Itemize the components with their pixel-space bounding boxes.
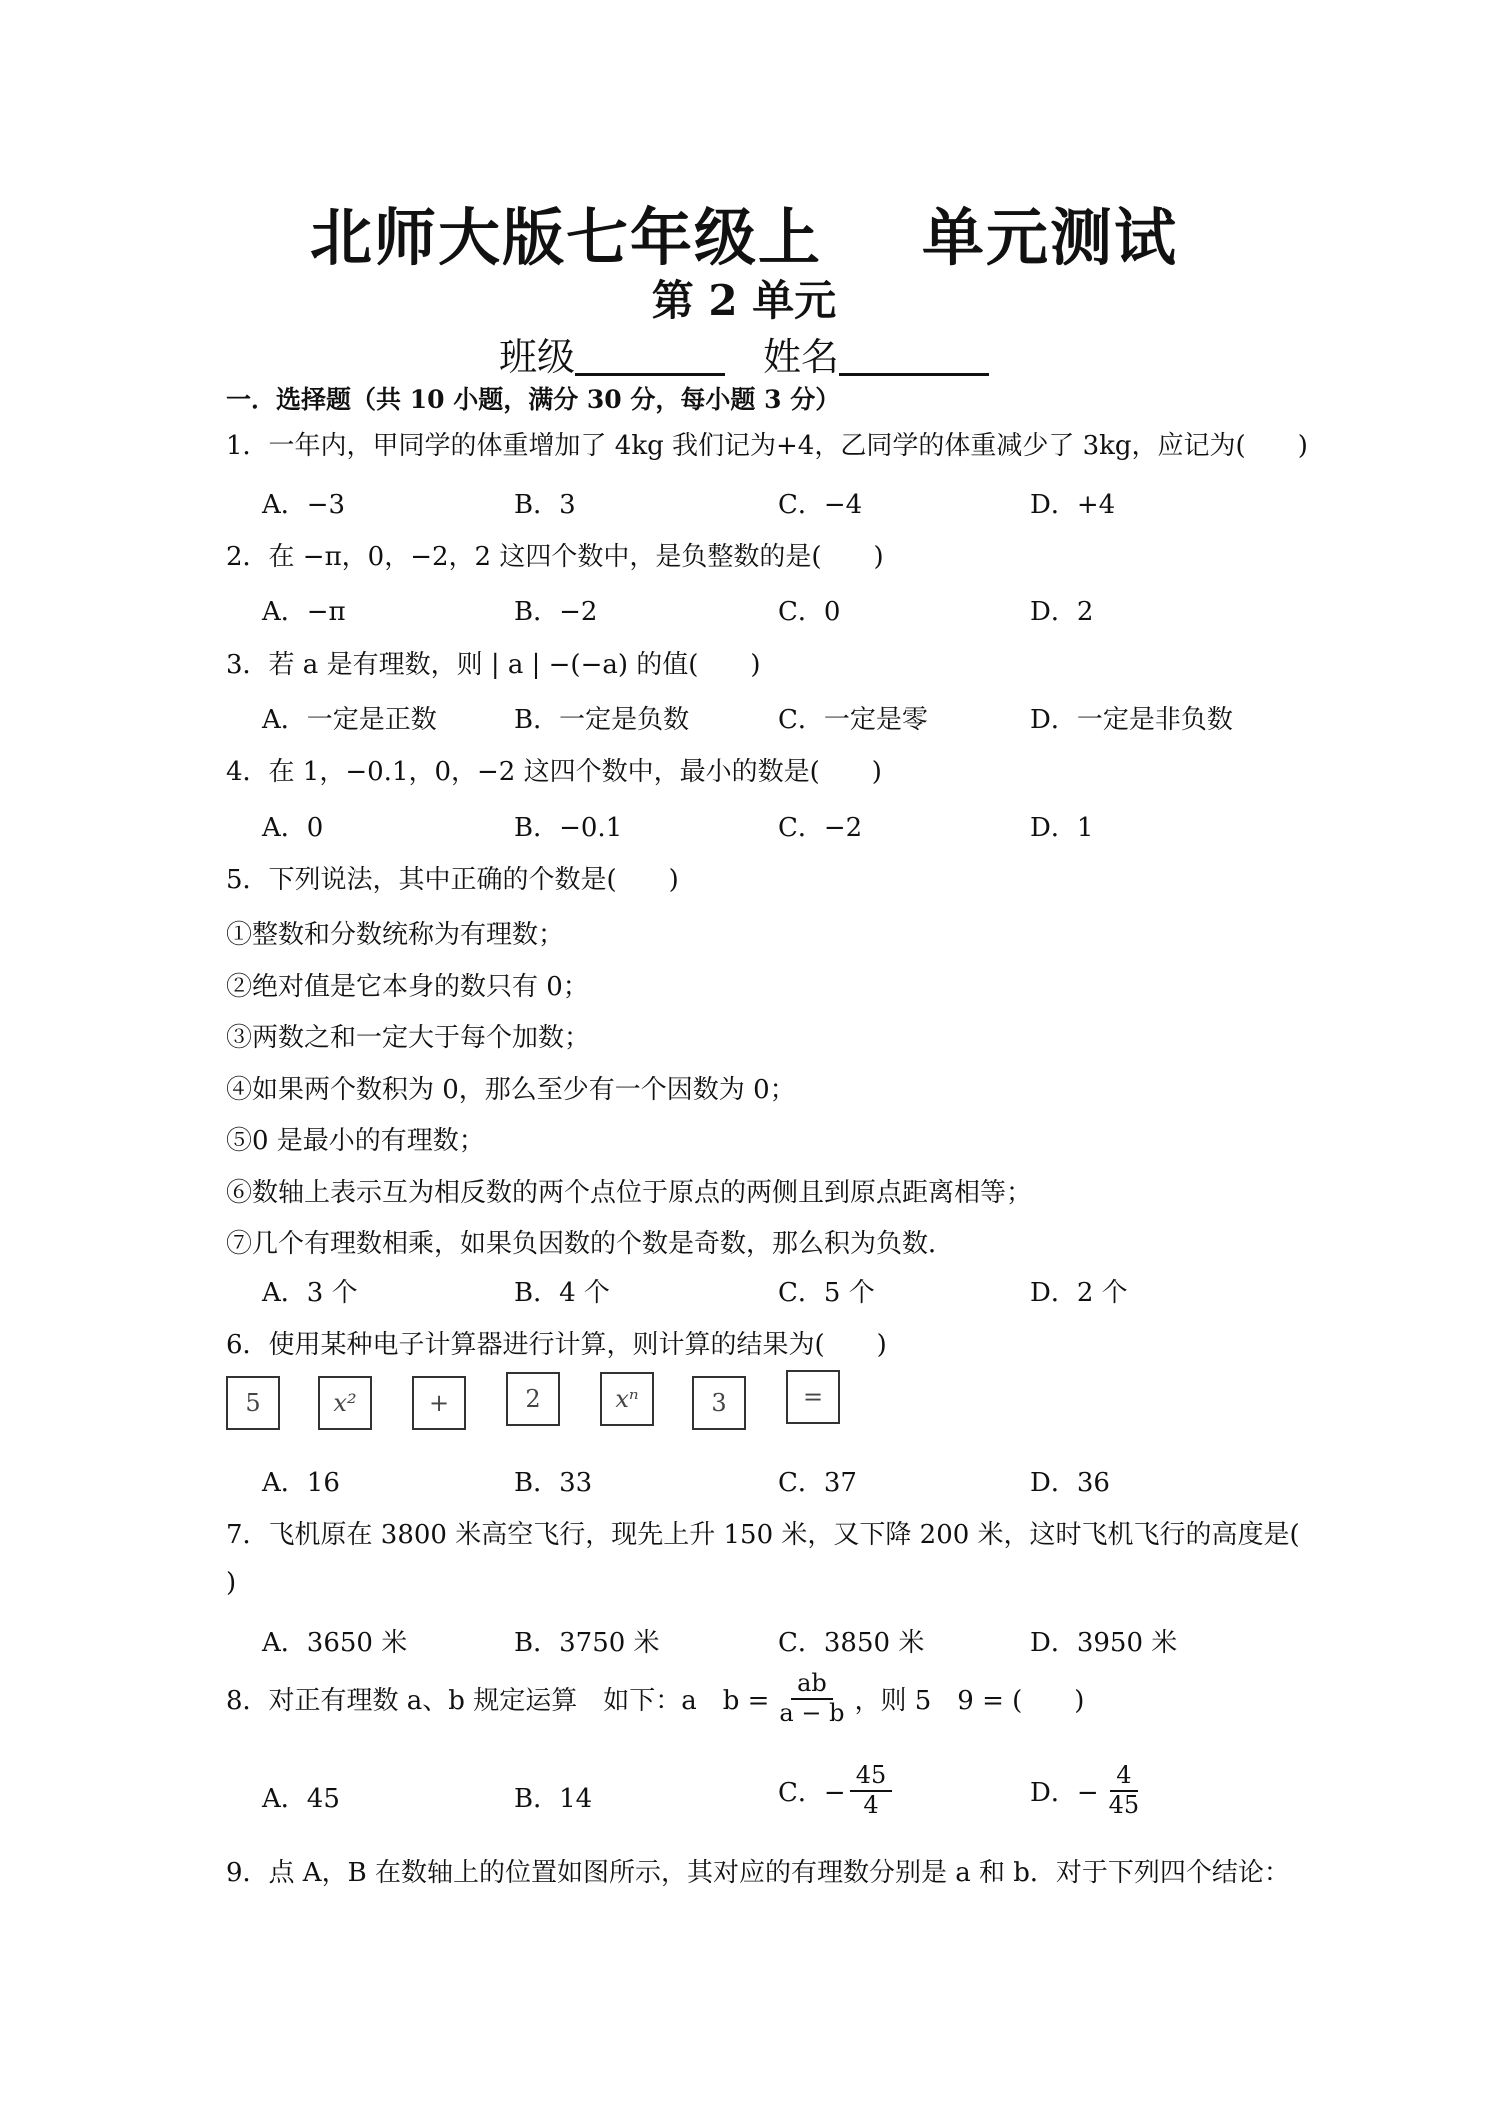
q8-option-d-den: 45 [1108,1790,1140,1819]
q4-option-a[interactable]: A．0 [262,813,324,843]
q2-option-a[interactable]: A．−π [262,597,346,627]
q5-option-a[interactable]: A．3 个 [262,1278,358,1308]
class-label: 班级 [498,335,575,379]
q2-option-d[interactable]: D．2 [1030,597,1094,627]
page-title [0,188,1488,277]
name-blank[interactable] [839,335,989,376]
q5-statement-6: ⑥数轴上表示互为相反数的两个点位于原点的两侧且到原点距离相等； [226,1178,1033,1208]
q7-option-c[interactable]: C．3850 米 [778,1628,925,1658]
q2-option-c[interactable]: C．0 [778,597,841,627]
question-7: 7．飞机原在 3800 米高空飞行，现先上升 150 米，又下降 200 米，这时飞机飞行的高度是( [226,1520,1300,1550]
question-3: 3．若 a 是有理数，则 | a | −(−a) 的值( ) [226,650,761,680]
q7-option-a[interactable]: A．3650 米 [262,1628,408,1658]
q8-option-c-fraction [850,1762,893,1819]
q5-statement-7: ⑦几个有理数相乘，如果负因数的个数是奇数，那么积为负数． [226,1229,955,1259]
q7-option-d[interactable]: D．3950 米 [1030,1628,1178,1658]
q6-option-b[interactable]: B．33 [514,1468,593,1498]
q5-statement-4: ④如果两个数积为 0，那么至少有一个因数为 0； [226,1075,796,1105]
q6-option-a[interactable]: A．16 [262,1468,340,1498]
q4-option-c[interactable]: C．−2 [778,813,863,843]
question-9: 9．点 A，B 在数轴上的位置如图所示，其对应的有理数分别是 a 和 b．对于下列四个结论： [226,1858,1290,1888]
q8-option-c-den: 4 [863,1790,879,1819]
q8-option-d-prefix: D．− [1030,1778,1099,1809]
q1-option-a[interactable]: A．−3 [262,490,346,520]
q5-statement-1: ①整数和分数统称为有理数； [226,920,565,950]
q8-option-d[interactable] [1030,1762,1149,1819]
q3-option-b[interactable]: B．一定是负数 [514,705,690,735]
calc-key-x-squared: x² [318,1376,372,1430]
q5-option-d[interactable]: D．2 个 [1030,1278,1128,1308]
question-7-cont: ) [226,1568,237,1598]
q8-option-c[interactable] [778,1762,896,1819]
q8-frac-num: ab [791,1670,833,1700]
title-right: 单元测试 [922,201,1179,274]
question-4: 4．在 1，−0.1，0，−2 这四个数中，最小的数是( ) [226,757,882,787]
q8-text-pre: 8．对正有理数 a、b 规定运算 如下：a b = [226,1686,770,1717]
section-heading: 一．选择题（共 10 小题，满分 30 分，每小题 3 分） [226,385,841,414]
q2-option-b[interactable]: B．−2 [514,597,598,627]
unit-heading: 第 2 单元 [651,276,837,325]
q6-option-c[interactable]: C．37 [778,1468,857,1498]
q3-option-a[interactable]: A．一定是正数 [262,705,437,735]
calc-key-5: 5 [226,1376,280,1430]
q1-option-c[interactable]: C．−4 [778,490,863,520]
q8-option-b[interactable]: B．14 [514,1784,593,1814]
q4-option-d[interactable]: D．1 [1030,813,1094,843]
calc-key-2: 2 [506,1372,560,1426]
question-8 [226,1670,1084,1727]
q1-option-d[interactable]: D．+4 [1030,490,1116,520]
q3-option-c[interactable]: C．一定是零 [778,705,928,735]
title-left: 北师大版七年级上 [309,201,822,274]
calc-key-x-power-n: xⁿ [600,1372,654,1426]
q8-frac-den: a − b [779,1698,845,1727]
q5-option-c[interactable]: C．5 个 [778,1278,875,1308]
q8-fraction [773,1670,850,1727]
q8-text-post: ，则 5 9 = ( ) [854,1686,1085,1717]
q5-statement-5: ⑤0 是最小的有理数； [226,1126,485,1156]
calc-key-plus: + [412,1376,466,1430]
class-blank[interactable] [575,335,725,376]
q1-option-b[interactable]: B．3 [514,490,576,520]
q8-option-c-prefix: C．− [778,1778,846,1809]
student-info-line [0,326,1488,381]
question-5: 5．下列说法，其中正确的个数是( ) [226,865,679,895]
q4-option-b[interactable]: B．−0.1 [514,813,623,843]
calc-key-3: 3 [692,1376,746,1430]
q8-option-d-num: 4 [1110,1762,1137,1792]
q5-statement-2: ②绝对值是它本身的数只有 0； [226,972,589,1002]
q8-option-c-num: 45 [850,1762,893,1792]
q5-option-b[interactable]: B．4 个 [514,1278,610,1308]
q3-option-d[interactable]: D．一定是非负数 [1030,705,1233,735]
question-1: 1．一年内，甲同学的体重增加了 4kg 我们记为+4，乙同学的体重减少了 3kg，应记为( ) [226,431,1308,461]
q5-statement-3: ③两数之和一定大于每个加数； [226,1023,591,1053]
q6-option-d[interactable]: D．36 [1030,1468,1110,1498]
q8-option-d-fraction [1103,1762,1146,1819]
q8-option-a[interactable]: A．45 [262,1784,340,1814]
calc-key-equals: = [786,1370,840,1424]
question-6: 6．使用某种电子计算器进行计算，则计算的结果为( ) [226,1330,887,1360]
q7-option-b[interactable]: B．3750 米 [514,1628,660,1658]
name-label: 姓名 [763,335,840,379]
question-2: 2．在 −π，0，−2，2 这四个数中，是负整数的是( ) [226,542,884,572]
